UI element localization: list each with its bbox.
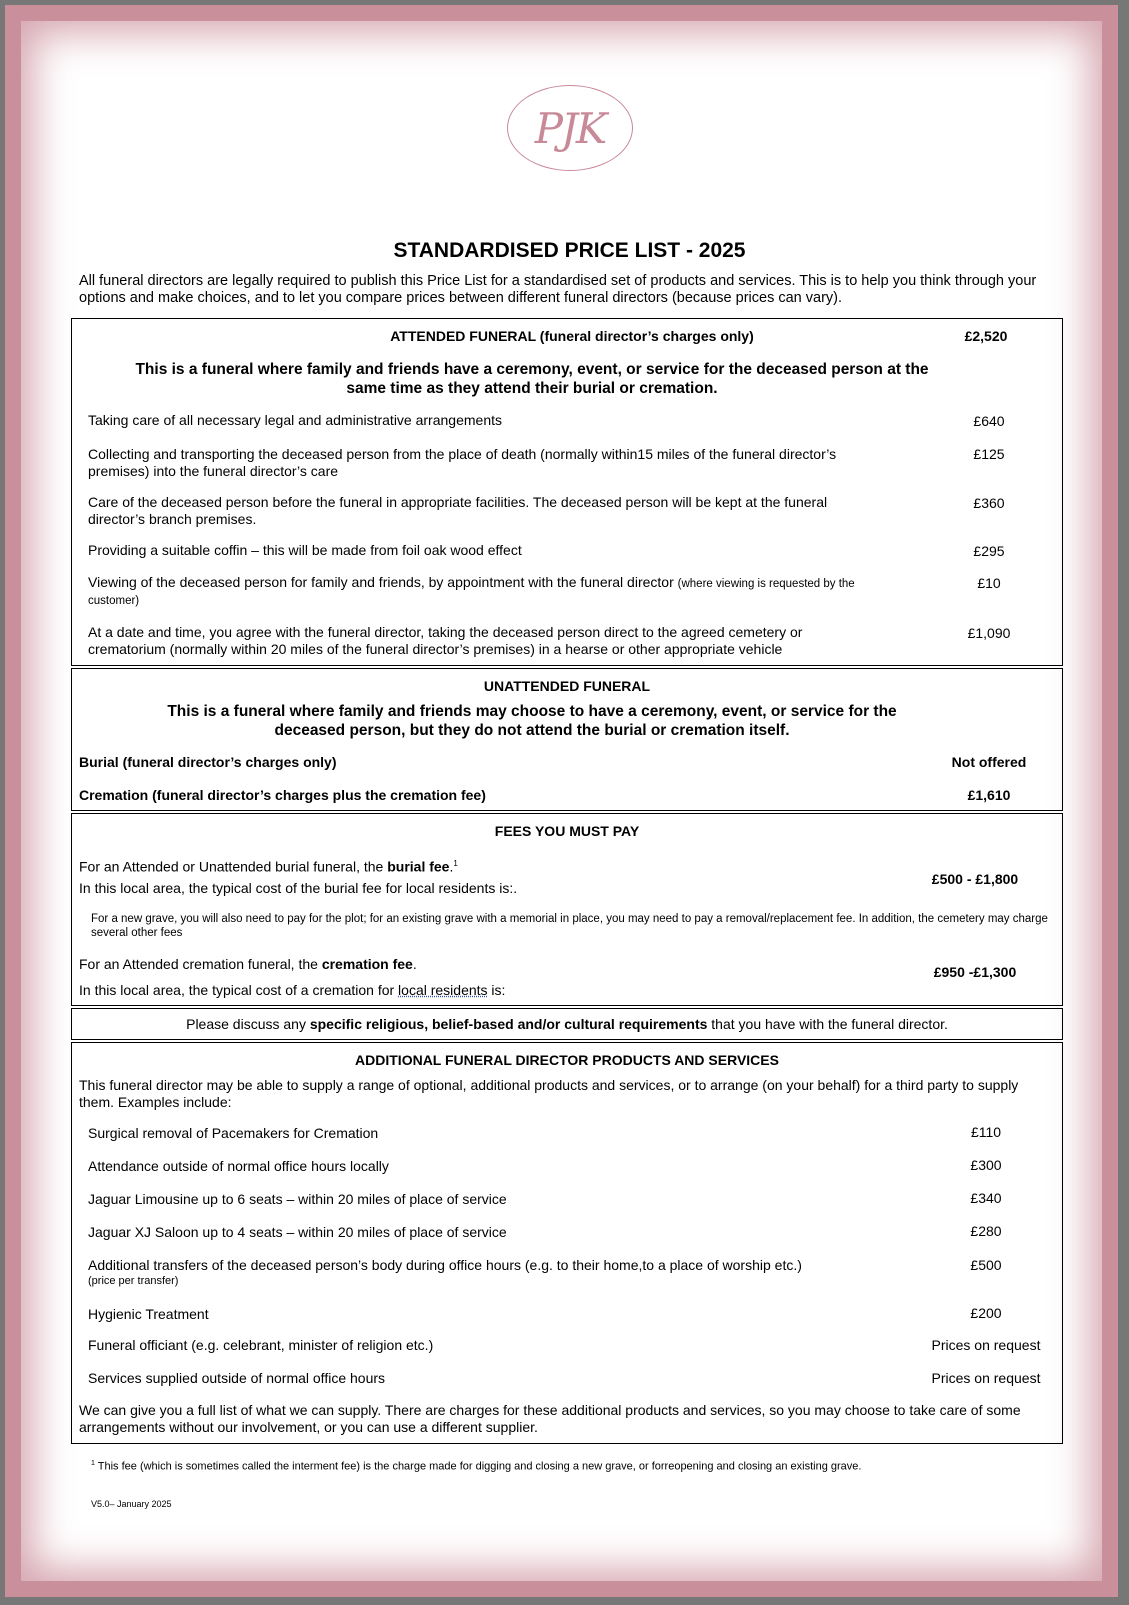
attended-item: [88, 446, 878, 480]
cremation-cost-text: In this local area, the typical cost of a cremation for: [79, 982, 399, 998]
item-price: £1,090: [967, 625, 1011, 641]
footnote-marker: 1: [453, 859, 458, 868]
attended-total-price: £2,520: [964, 328, 1008, 344]
item-label: Care of the deceased person before the funeral in appropriate facilities. The deceased person will be kept at the funeral director’s branch premises.: [88, 494, 828, 527]
item-price: £200: [970, 1305, 1002, 1321]
item-price: £340: [970, 1190, 1002, 1206]
item-note: (price per transfer): [88, 1275, 179, 1287]
item-label: Taking care of all necessary legal and administrative arrangements: [88, 412, 502, 428]
attended-heading: ATTENDED FUNERAL (funeral director’s charges only): [390, 328, 754, 344]
cremation-price: £1,610: [967, 787, 1011, 803]
burial-fee-note: For a new grave, you will also need to pay for the plot; for an existing grave with a memorial in place, you may need to pay a removal/replacement fee. In addition, the cemetery may charge several other fees: [91, 913, 1048, 939]
additional-item: Hygienic Treatment: [88, 1306, 209, 1322]
unattended-description: This is a funeral where family and friends may choose to have a ceremony, event, or service for the deceased person, but they do not attend the burial or cremation itself.: [167, 703, 897, 739]
fees-heading: FEES YOU MUST PAY: [494, 823, 640, 839]
item-label: Providing a suitable coffin – this will be made from foil oak wood effect: [88, 542, 522, 558]
additional-item: Surgical removal of Pacemakers for Cremation: [88, 1125, 379, 1141]
footnote-text: This fee (which is sometimes called the interment fee) is the charge made for digging and closing a new grave, or forreopening and closing an existing grave.: [94, 1460, 862, 1473]
logo-monogram: PJK: [534, 103, 606, 153]
burial-label: Burial (funeral director’s charges only): [79, 754, 337, 770]
additional-item: Attendance outside of normal office hours locally: [88, 1158, 389, 1174]
additional-item: Jaguar Limousine up to 6 seats – within 20 miles of place of service: [88, 1191, 507, 1207]
additional-item: Jaguar XJ Saloon up to 4 seats – within 20 miles of place of service: [88, 1224, 507, 1240]
item-price: £300: [970, 1157, 1002, 1173]
additional-item: Funeral officiant (e.g. celebrant, minister of religion etc.): [88, 1337, 434, 1353]
item-price: £10: [977, 575, 1001, 591]
page-title: STANDARDISED PRICE LIST - 2025: [393, 239, 746, 262]
item-label: Viewing of the deceased person for family and friends, by appointment with the funeral director: [88, 574, 674, 590]
burial-fee-price: £500 - £1,800: [931, 871, 1019, 887]
cremation-fee-text: For an Attended cremation funeral, the: [79, 956, 322, 972]
religious-requirements-section: [71, 1008, 1063, 1040]
additional-closing: We can give you a full list of what we can supply. There are charges for these additional products and services, so you may choose to take care of some arrangements without our involvement, or you can use a different supplier.: [79, 1402, 1021, 1435]
item-price: £500: [970, 1257, 1002, 1273]
intro-paragraph: All funeral directors are legally required to publish this Price List for a standardised set of products and services. This is to help you think through your options and make choices, and to let you compare prices between different funeral directors (because prices can vary).: [79, 273, 1037, 306]
attended-item: [88, 494, 878, 528]
item-price: £280: [970, 1223, 1002, 1239]
religious-requirements-text: [72, 1016, 1062, 1033]
pjk-logo: [507, 85, 633, 171]
attended-item: [88, 574, 878, 608]
document-page: [5, 5, 1118, 1597]
item-label: Additional transfers of the deceased person’s body during office hours (e.g. to their home,to a place of worship etc.): [88, 1257, 802, 1273]
burial-fee-cost-line: In this local area, the typical cost of the burial fee for local residents is:.: [79, 880, 518, 896]
cremation-fee-price: £950 -£1,300: [933, 964, 1017, 980]
religious-text-a: Please discuss any: [186, 1016, 310, 1032]
unattended-heading: UNATTENDED FUNERAL: [483, 678, 651, 694]
burial-fee-text: For an Attended or Unattended burial funeral, the: [79, 858, 388, 875]
cremation-cost-suffix: is:: [487, 982, 506, 998]
attended-funeral-section: [71, 318, 1063, 666]
religious-text-bold: specific religious, belief-based and/or cultural requirements: [309, 1016, 708, 1032]
item-price: Prices on request: [931, 1370, 1041, 1386]
item-price: £360: [973, 495, 1005, 511]
cremation-fee-bold: cremation fee: [321, 956, 413, 972]
fees-section: [71, 813, 1063, 1006]
cremation-fee-period: .: [412, 956, 417, 972]
item-price: £125: [973, 446, 1005, 462]
local-residents-text: local residents: [398, 982, 488, 998]
burial-price: Not offered: [951, 754, 1027, 770]
unattended-funeral-section: [71, 668, 1063, 811]
burial-fee-period: .: [449, 858, 454, 875]
burial-fee-bold: burial fee: [387, 858, 450, 875]
footnote: [91, 1460, 861, 1473]
cremation-fee-cost-line: [79, 982, 505, 999]
item-price: £295: [973, 543, 1005, 559]
attended-description: This is a funeral where family and friends have a ceremony, event, or service for the deceased person at the same time as they attend their burial or cremation.: [135, 361, 929, 397]
item-note: (where viewing is requested by the customer): [88, 578, 855, 607]
attended-item: [88, 412, 868, 429]
attended-item: [88, 542, 868, 559]
additional-services-section: [71, 1042, 1063, 1444]
additional-item: Services supplied outside of normal office hours: [88, 1370, 386, 1386]
version-label: V5.0– January 2025: [91, 1499, 172, 1509]
cremation-fee-line: [79, 956, 417, 973]
item-price: Prices on request: [931, 1337, 1041, 1353]
item-price: £640: [973, 413, 1005, 429]
additional-intro: This funeral director may be able to supply a range of optional, additional products and services, or to arrange (on your behalf) for a third party to supply them. Examples include:: [79, 1077, 1019, 1110]
item-label: At a date and time, you agree with the funeral director, taking the deceased person direct to the agreed cemetery or crematorium (normally within 20 miles of the funeral director’s premises) in a hearse or other appropriate vehicle: [88, 624, 803, 657]
attended-item: [88, 624, 878, 658]
item-label: Collecting and transporting the deceased person from the place of death (normally within15 miles of the funeral director’s premises) into the funeral director’s care: [88, 446, 837, 479]
additional-heading: ADDITIONAL FUNERAL DIRECTOR PRODUCTS AND SERVICES: [355, 1052, 779, 1068]
cremation-label: Cremation (funeral director’s charges plus the cremation fee): [79, 787, 486, 803]
burial-fee-line: [79, 855, 458, 876]
item-price: £110: [970, 1124, 1002, 1140]
footnote-marker: 1: [91, 1460, 95, 1467]
religious-text-c: that you have with the funeral director.: [707, 1016, 948, 1032]
additional-item: [88, 1257, 888, 1288]
